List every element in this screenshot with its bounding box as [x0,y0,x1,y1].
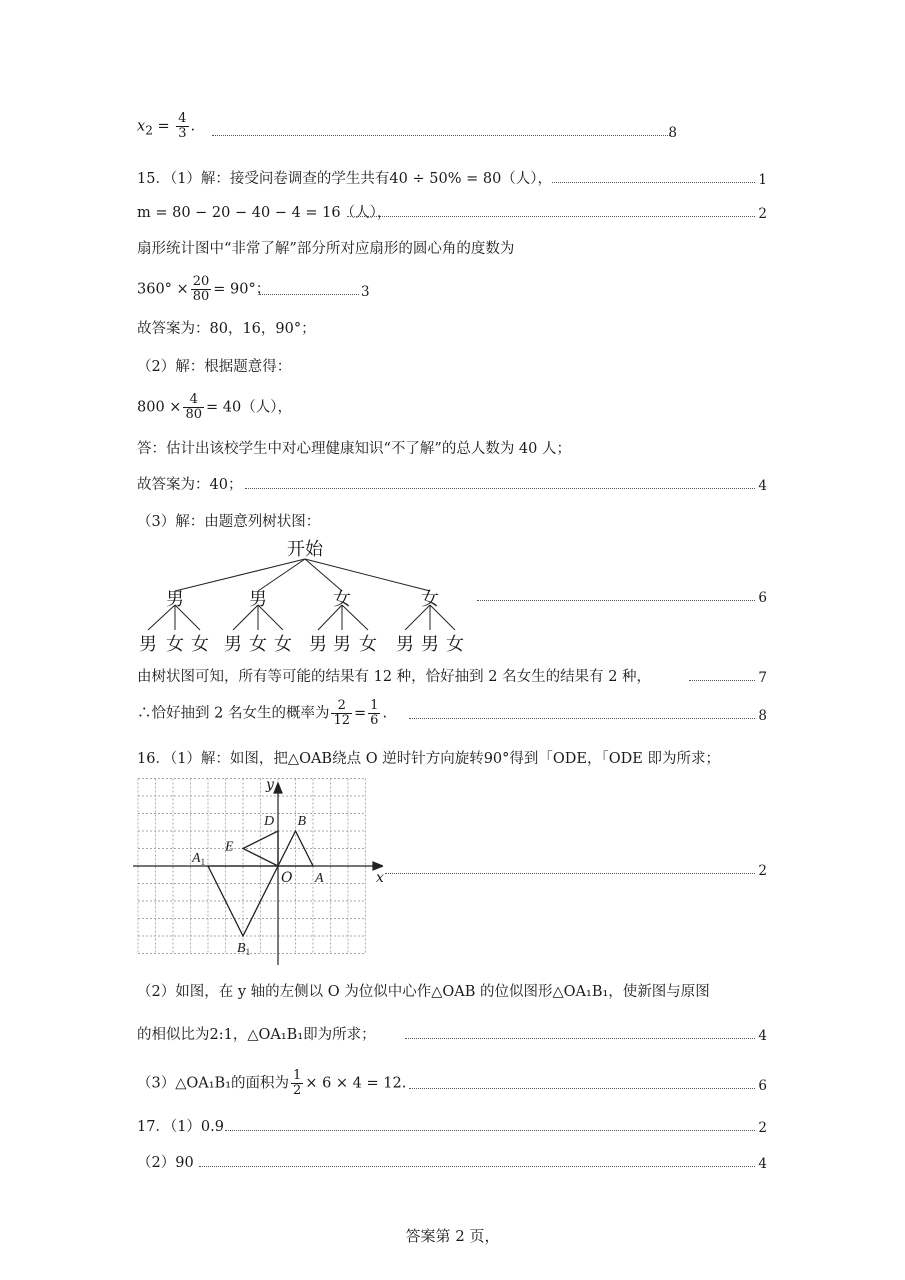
q15-part2-calc: 800 × $\frac{4}{80}$ = 40（人）， [137,392,292,422]
tree-l2-node: 男 [333,634,351,655]
score: 4 [758,478,767,494]
tree-l2-node: 男 [309,634,327,655]
q16-part2-cont: 的相似比为2:1，△OA₁B₁即为所求； 4 [137,1027,767,1044]
dot-leader [409,718,755,719]
score: 2 [758,1120,767,1136]
score: 4 [758,1028,767,1044]
score: 8 [668,125,677,141]
q16-part2: （2）如图，在 y 轴的左侧以 O 为位似中心作△OAB 的位似图形△OA₁B₁，使新图与原图 [137,984,710,1000]
dot-leader [552,182,755,183]
dot-leader [212,135,670,136]
q15-angle-desc: 扇形统计图中“非常了解”部分所对应扇形的圆心角的度数为 [137,241,515,257]
score: 3 [361,284,370,300]
point-label-d: D [264,814,275,829]
tree-score-line [137,580,767,610]
fraction-4-3: $\frac{4}{3}$ [178,111,187,141]
dot-leader [385,873,755,874]
point-label-a: A [315,871,324,886]
q15-part2-head: （2）解：根据题意得： [137,359,292,375]
sub-2: 2 [145,123,153,138]
y-axis-label: y [266,777,274,793]
q15-answer-1: 故答案为：80，16，90°； [137,321,316,337]
period: . [190,118,196,135]
score: 8 [758,708,767,724]
score: 6 [758,1078,767,1094]
answer-line-x2 [137,111,767,145]
fraction-4-80: $\frac{4}{80}$ [185,392,202,422]
point-label-e: E [225,839,234,855]
tree-l2-node: 女 [359,634,377,655]
score: 4 [758,1156,767,1172]
q16-part3: （3）△OA₁B₁的面积为 $\frac{1}{2}$ × 6 × 4 = 12. 6 [137,1068,767,1098]
var-x: x [137,118,146,135]
q15-part3-head: （3）解：由题意列树状图： [137,514,321,530]
score: 6 [758,590,767,606]
dot-leader [259,294,359,295]
dot-leader [199,1166,755,1167]
fraction-2-12: $\frac{2}{12}$ [333,698,350,728]
tree-root: 开始 [287,539,323,560]
tree-l1-node: 男 [249,589,267,610]
origin-label: O [281,870,293,886]
x-axis-label: x [376,870,384,886]
tree-l2-node: 女 [446,634,464,655]
graph-score-line [137,853,767,883]
score: 1 [758,172,767,188]
q15-m-line: m = 80 − 20 − 40 − 4 = 16（人）， 2 [137,205,767,222]
tree-l2-node: 男 [421,634,439,655]
tree-l2-node: 男 [139,634,157,655]
tree-l1-node: 女 [421,589,439,610]
q17-part1: 17．（1）0.9 2 [137,1119,767,1136]
q17-part2: （2）90 4 [137,1155,767,1172]
tree-l2-node: 女 [274,634,292,655]
q15-part2-answer: 答：估计出该校学生中对心理健康知识“不了解”的总人数为 40 人； [137,441,571,457]
score: 7 [758,670,767,686]
q15-tree-conclusion: 由树状图可知，所有等可能的结果有 12 种，恰好抽到 2 名女生的结果有 2 种， 7 [137,669,767,686]
dot-leader [225,1130,755,1131]
fraction-20-80: $\frac{20}{80}$ [192,274,210,304]
page-footer: 答案第 2 页， [405,1227,500,1245]
tree-l2-node: 男 [396,634,414,655]
fraction-1-2: $\frac{1}{2}$ [293,1068,302,1098]
dot-leader [409,1088,755,1089]
dot-leader [347,216,755,217]
score: 2 [758,863,767,879]
dot-leader [405,1038,755,1039]
tree-l2-node: 男 [224,634,242,655]
tree-l2-node: 女 [249,634,267,655]
score: 2 [758,206,767,222]
tree-l2-node: 女 [191,634,209,655]
q15-probability: ∴恰好抽到 2 名女生的概率为 $\frac{2}{12}$ = $\frac{1}{6}$ . 8 [137,698,767,728]
q15-answer-2: 故答案为：40； 4 [137,477,767,494]
q15-angle-calc: 360° × $\frac{20}{80}$ = 90°； 3 [137,274,370,304]
dot-leader [477,600,755,601]
dot-leader [245,488,755,489]
tree-l1-node: 男 [166,589,184,610]
equals: = [152,118,175,135]
point-label-b1: $B_1$ [237,941,251,957]
tree-l1-node: 女 [333,589,351,610]
q15-part1-line: 15．（1）解：接受问卷调查的学生共有40 ÷ 50% = 80（人）， 1 [137,171,767,188]
tree-l2-node: 女 [166,634,184,655]
fraction-1-6: $\frac{1}{6}$ [370,698,379,728]
q16-part1: 16．（1）解：如图，把△OAB绕点 O 逆时针方向旋转90°得到「ODE，「ODE 即为所求； [137,751,720,767]
dot-leader [689,680,755,681]
point-label-a1: $A_1$ [192,851,206,867]
y-axis-arrow [274,783,282,793]
point-label-b: B [297,814,307,829]
